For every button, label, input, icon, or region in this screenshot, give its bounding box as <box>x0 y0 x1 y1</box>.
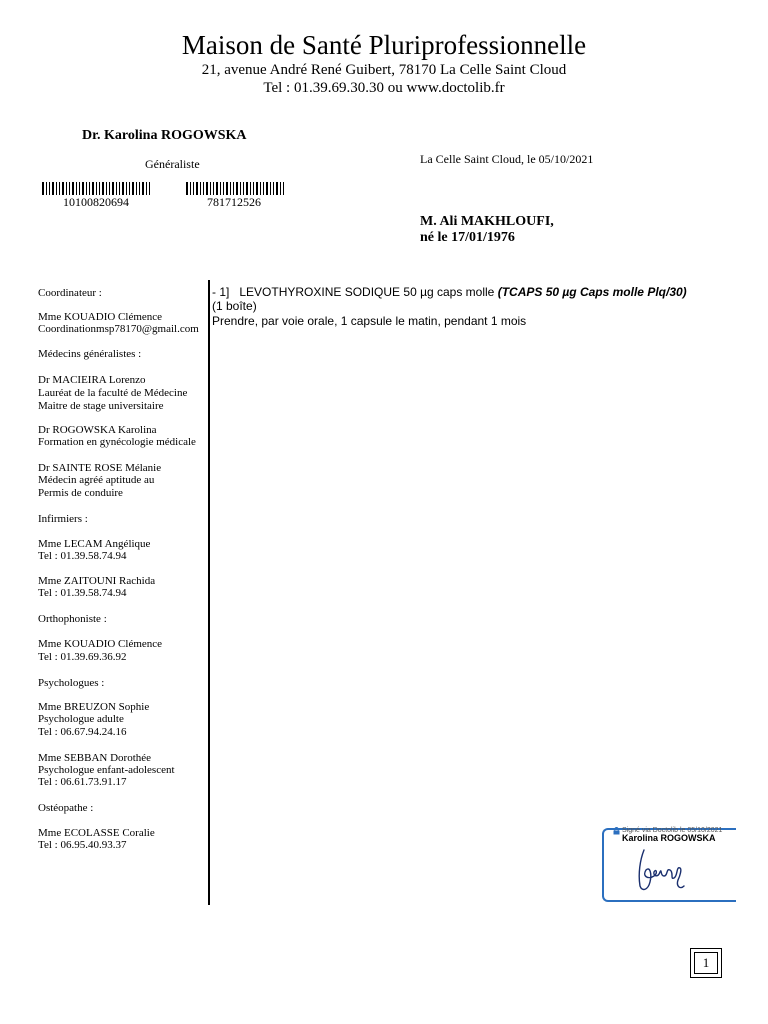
nurse1-name: Mme LECAM Angélique <box>38 538 151 550</box>
lock-icon <box>613 827 620 835</box>
prescriber-name: Dr. Karolina ROGOWSKA <box>82 128 247 143</box>
patient-birth: né le 17/01/1976 <box>420 230 515 245</box>
clinic-address: 21, avenue André René Guibert, 78170 La Celle Saint Cloud <box>201 62 567 78</box>
prescriber-specialty: Généraliste <box>145 157 200 171</box>
nurse2-tel: Tel : 01.39.58.74.94 <box>38 587 127 599</box>
barcode-adeli-icon <box>186 182 286 195</box>
nurse2-name: Mme ZAITOUNI Rachida <box>38 575 156 587</box>
barcode-rpps-icon <box>42 182 154 195</box>
gp1-line3: Maitre de stage universitaire <box>38 400 164 412</box>
place-date: La Celle Saint Cloud, le 05/10/2021 <box>420 152 594 166</box>
page-number-box <box>690 948 722 978</box>
coordinator-name: Mme KOUADIO Clémence <box>38 311 163 323</box>
gp1-line2: Lauréat de la faculté de Médecine <box>38 387 188 399</box>
clinic-contact: Tel : 01.39.69.30.30 ou www.doctolib.fr <box>263 80 505 96</box>
prescription-generic: (TCAPS 50 µg Caps molle Plq/30) <box>497 285 687 299</box>
gp3-name: Dr SAINTE ROSE Mélanie <box>38 462 162 474</box>
coordinator-heading: Coordinateur : <box>38 287 102 299</box>
psy1-tel: Tel : 06.67.94.24.16 <box>38 726 127 738</box>
prescription-instructions: Prendre, par voie orale, 1 capsule le matin, pendant 1 mois <box>212 314 527 328</box>
nurse1-tel: Tel : 01.39.58.74.94 <box>38 550 127 562</box>
psy2-tel: Tel : 06.61.73.91.17 <box>38 776 127 788</box>
nurse-heading: Infirmiers : <box>38 513 88 525</box>
psy2-name: Mme SEBBAN Dorothée <box>38 752 152 764</box>
gp1-name: Dr MACIEIRA Lorenzo <box>38 374 146 386</box>
psy1-name: Mme BREUZON Sophie <box>38 701 150 713</box>
psy-heading: Psychologues : <box>38 677 105 689</box>
barcode-number-2: 781712526 <box>207 195 261 209</box>
gp2-line2: Formation en gynécologie médicale <box>38 436 196 448</box>
gp2-name: Dr ROGOWSKA Karolina <box>38 424 157 436</box>
ortho-tel: Tel : 01.39.69.36.92 <box>38 651 127 663</box>
prescription-drug-line <box>212 285 687 299</box>
ortho-heading: Orthophoniste : <box>38 613 107 625</box>
clinic-name: Maison de Santé Pluriprofessionnelle <box>181 30 587 60</box>
gp3-line3: Permis de conduire <box>38 487 123 499</box>
column-divider <box>208 280 210 905</box>
psy2-line2: Psychologue enfant-adolescent <box>38 764 175 776</box>
ortho-name: Mme KOUADIO Clémence <box>38 638 163 650</box>
prescription-drug: LEVOTHYROXINE SODIQUE 50 µg caps molle <box>239 285 495 299</box>
osteo-tel: Tel : 06.95.40.93.37 <box>38 839 127 851</box>
signature-stamp-text: Signé via Doctolib le 05/10/2021 <box>622 827 723 834</box>
gp-heading: Médecins généralistes : <box>38 348 142 360</box>
patient-name: M. Ali MAKHLOUFI, <box>420 214 554 229</box>
barcode-number-1: 10100820694 <box>63 195 129 209</box>
handwritten-signature-icon <box>630 846 690 896</box>
prescription-index: - 1] <box>212 285 230 299</box>
psy1-line2: Psychologue adulte <box>38 713 124 725</box>
prescription-quantity: (1 boîte) <box>212 299 257 313</box>
coordinator-email: Coordinationmsp78170@gmail.com <box>38 323 199 335</box>
signature-name: Karolina ROGOWSKA <box>622 833 716 843</box>
osteo-heading: Ostéopathe : <box>38 802 94 814</box>
page-number: 1 <box>694 952 718 974</box>
osteo-name: Mme ECOLASSE Coralie <box>38 827 155 839</box>
gp3-line2: Médecin agréé aptitude au <box>38 474 155 486</box>
patient-block <box>420 214 554 246</box>
